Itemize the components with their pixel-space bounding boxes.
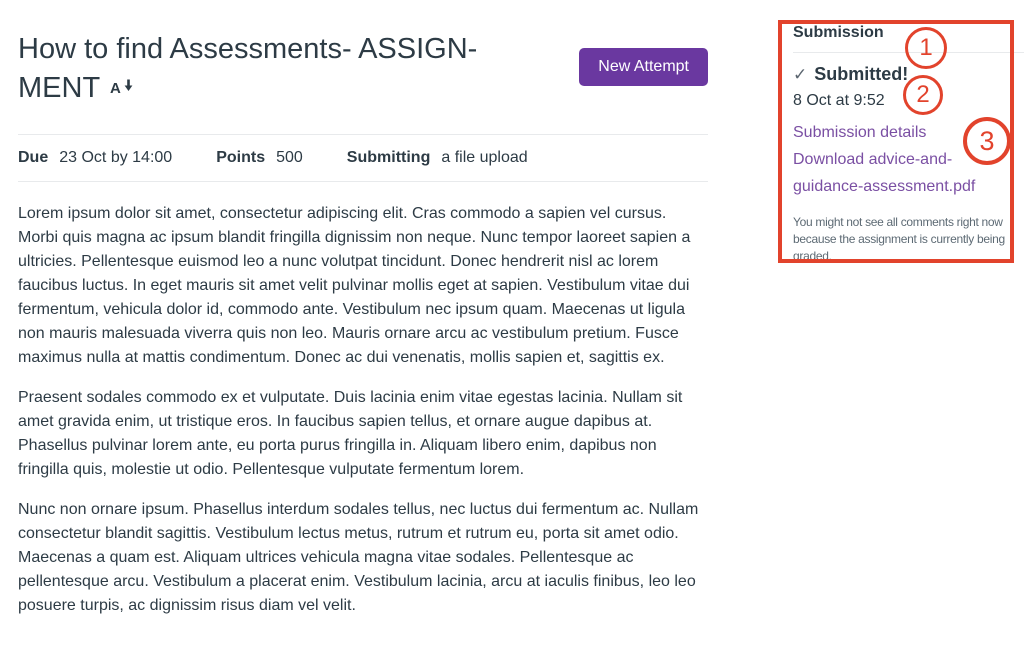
page-title-line1: How to find Assessments- ASSIGN- [18, 33, 478, 65]
submission-date: 8 Oct at 9:52 [793, 92, 885, 109]
body-paragraph: Nunc non ornare ipsum. Phasellus interdum sodales tellus, nec luctus dui fermentum ac. Nullam consectetur blandit sagittis. Vestibulum lectus metus, rutrum et rutrum eu, porta sit amet odio. Maecenas a quam est. Aliquam ultrices vehicula magna vitae sodales. Pellentesque ac pellentesque arcu. Vestibulum a placerat enim. Vestibulum lacinia, arcu at iaculis finibus, leo leo posuere turpis, ac dignissim risus diam vel velit. [18, 501, 699, 614]
meta-item [18, 149, 172, 167]
annotation-number-3: 3 [979, 125, 995, 156]
annotation-number-1: 1 [919, 34, 933, 61]
assignment-description [18, 182, 708, 618]
page-title-line2: MENT [18, 72, 101, 104]
meta-label: Submitting [346, 149, 431, 166]
body-paragraph: Lorem ipsum dolor sit amet, consectetur adipiscing elit. Cras commodo a sapien vel cursus. Morbi quis magna ac ipsum blandit fringilla dignissim non neque. Nunc tempor laoreet sapien a ultricies. Pellentesque euismod leo a nunc volutpat tincidunt. Donec hendrerit nisl ac lorem faucibus luctus. In eget mauris sit amet velit pulvinar mollis eget at sapien. Vestibulum vitae dui fermentum, vehicula dolor id, commodo ante. Vestibulum nec ipsum quam. Maecenas ut ligula non mauris malesuada viverra quis non leo. Mauris ornare arcu ac vestibulum pretium. Fusce maximus nulla at mattis condimentum. Donec ac dui venenatis, mollis sapien et, sagittis ex. [18, 205, 691, 366]
annotation-number-2: 2 [916, 81, 930, 108]
new-attempt-button[interactable]: New Attempt [579, 48, 708, 86]
submission-status: Submitted! [814, 64, 909, 84]
sidebar-links [793, 119, 993, 200]
submission-sidebar [793, 24, 1024, 265]
meta-value: a file upload [441, 149, 528, 166]
body-paragraph: Praesent sodales commodo ex et vulputate. Duis lacinia enim vitae egestas lacinia. Nullam sit amet gravida enim, ut tristique eros. In faucibus sapien tellus, et ornare augue dapibus at. Phasellus pulvinar lorem ante, eu porta purus fringilla in. Aliquam libero enim, dapibus non fringilla quis, molestie ut odio. Pellentesque vulputate fermentum lorem. [18, 389, 683, 478]
check-icon: ✓ [793, 65, 808, 84]
assignment-main [18, 0, 708, 634]
submission-status-row [793, 64, 1024, 85]
meta-value: 23 Oct by 14:00 [59, 149, 173, 166]
meta-item [347, 149, 528, 167]
assignment-header [18, 0, 708, 108]
sidebar-link[interactable]: Submission details [793, 124, 927, 141]
meta-label: Points [216, 149, 266, 166]
meta-label: Due [18, 149, 49, 166]
sidebar-link[interactable]: Download advice-and-guidance-assessment.pdf [793, 151, 976, 195]
assignment-meta-row [18, 134, 708, 182]
svg-text:A: A [110, 80, 122, 97]
meta-item [216, 149, 303, 167]
a-down-arrow-icon [110, 69, 136, 108]
sidebar-title: Submission [793, 24, 884, 41]
page-title [18, 30, 477, 108]
meta-value: 500 [276, 149, 303, 166]
grading-note: You might not see all comments right now because the assignment is currently being graded. [793, 215, 1005, 263]
sidebar-divider [793, 52, 1024, 53]
